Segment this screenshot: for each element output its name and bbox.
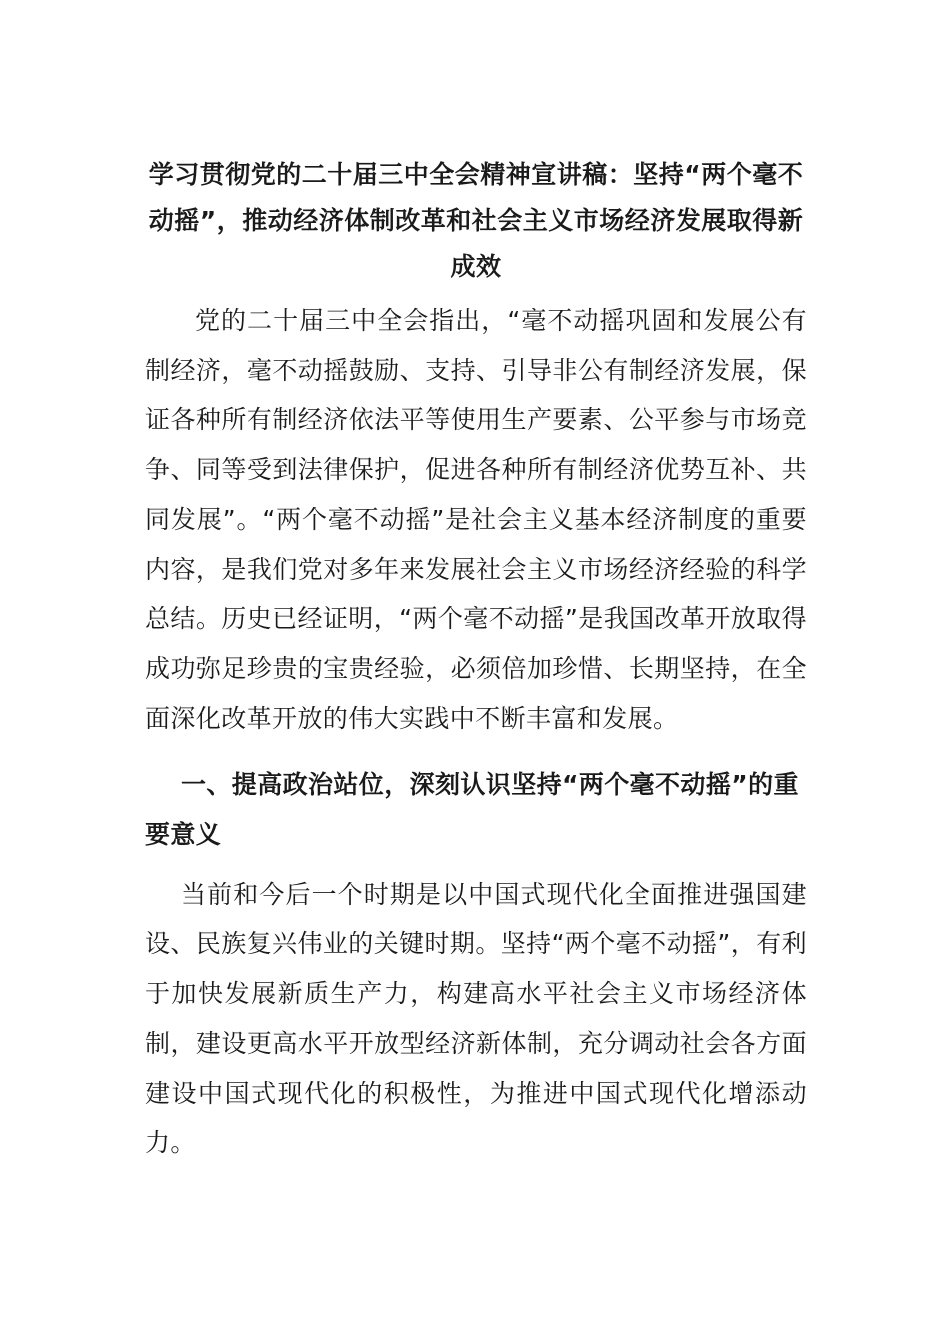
- document-body: [145, 152, 807, 1168]
- intro-paragraph: 党的二十届三中全会指出，“毫不动摇巩固和发展公有制经济，毫不动摇鼓励、支持、引导非公有制经济发展，保证各种所有制经济依法平等使用生产要素、公平参与市场竞争、同等受到法律保护，促进各种所有制经济优势互补、共同发展”。“两个毫不动摇”是社会主义基本经济制度的重要内容，是我们党对多年来发展社会主义市场经济经验的科学总结。历史已经证明，“两个毫不动摇”是我国改革开放取得成功弥足珍贵的宝贵经验，必须倍加珍惜、长期坚持，在全面深化改革开放的伟大实践中不断丰富和发展。: [145, 306, 807, 733]
- section-heading: 一、提高政治站位，深刻认识坚持“两个毫不动摇”的重要意义: [145, 770, 799, 850]
- document-title: 学习贯彻党的二十届三中全会精神宣讲稿：坚持“两个毫不动摇”，推动经济体制改革和社会主义市场经济发展取得新成效: [148, 160, 804, 281]
- section-paragraph: 当前和今后一个时期是以中国式现代化全面推进强国建设、民族复兴伟业的关键时期。坚持“两个毫不动摇”，有利于加快发展新质生产力，构建高水平社会主义市场经济体制，建设更高水平开放型经济新体制，充分调动社会各方面建设中国式现代化的积极性，为推进中国式现代化增添动力。: [145, 879, 807, 1158]
